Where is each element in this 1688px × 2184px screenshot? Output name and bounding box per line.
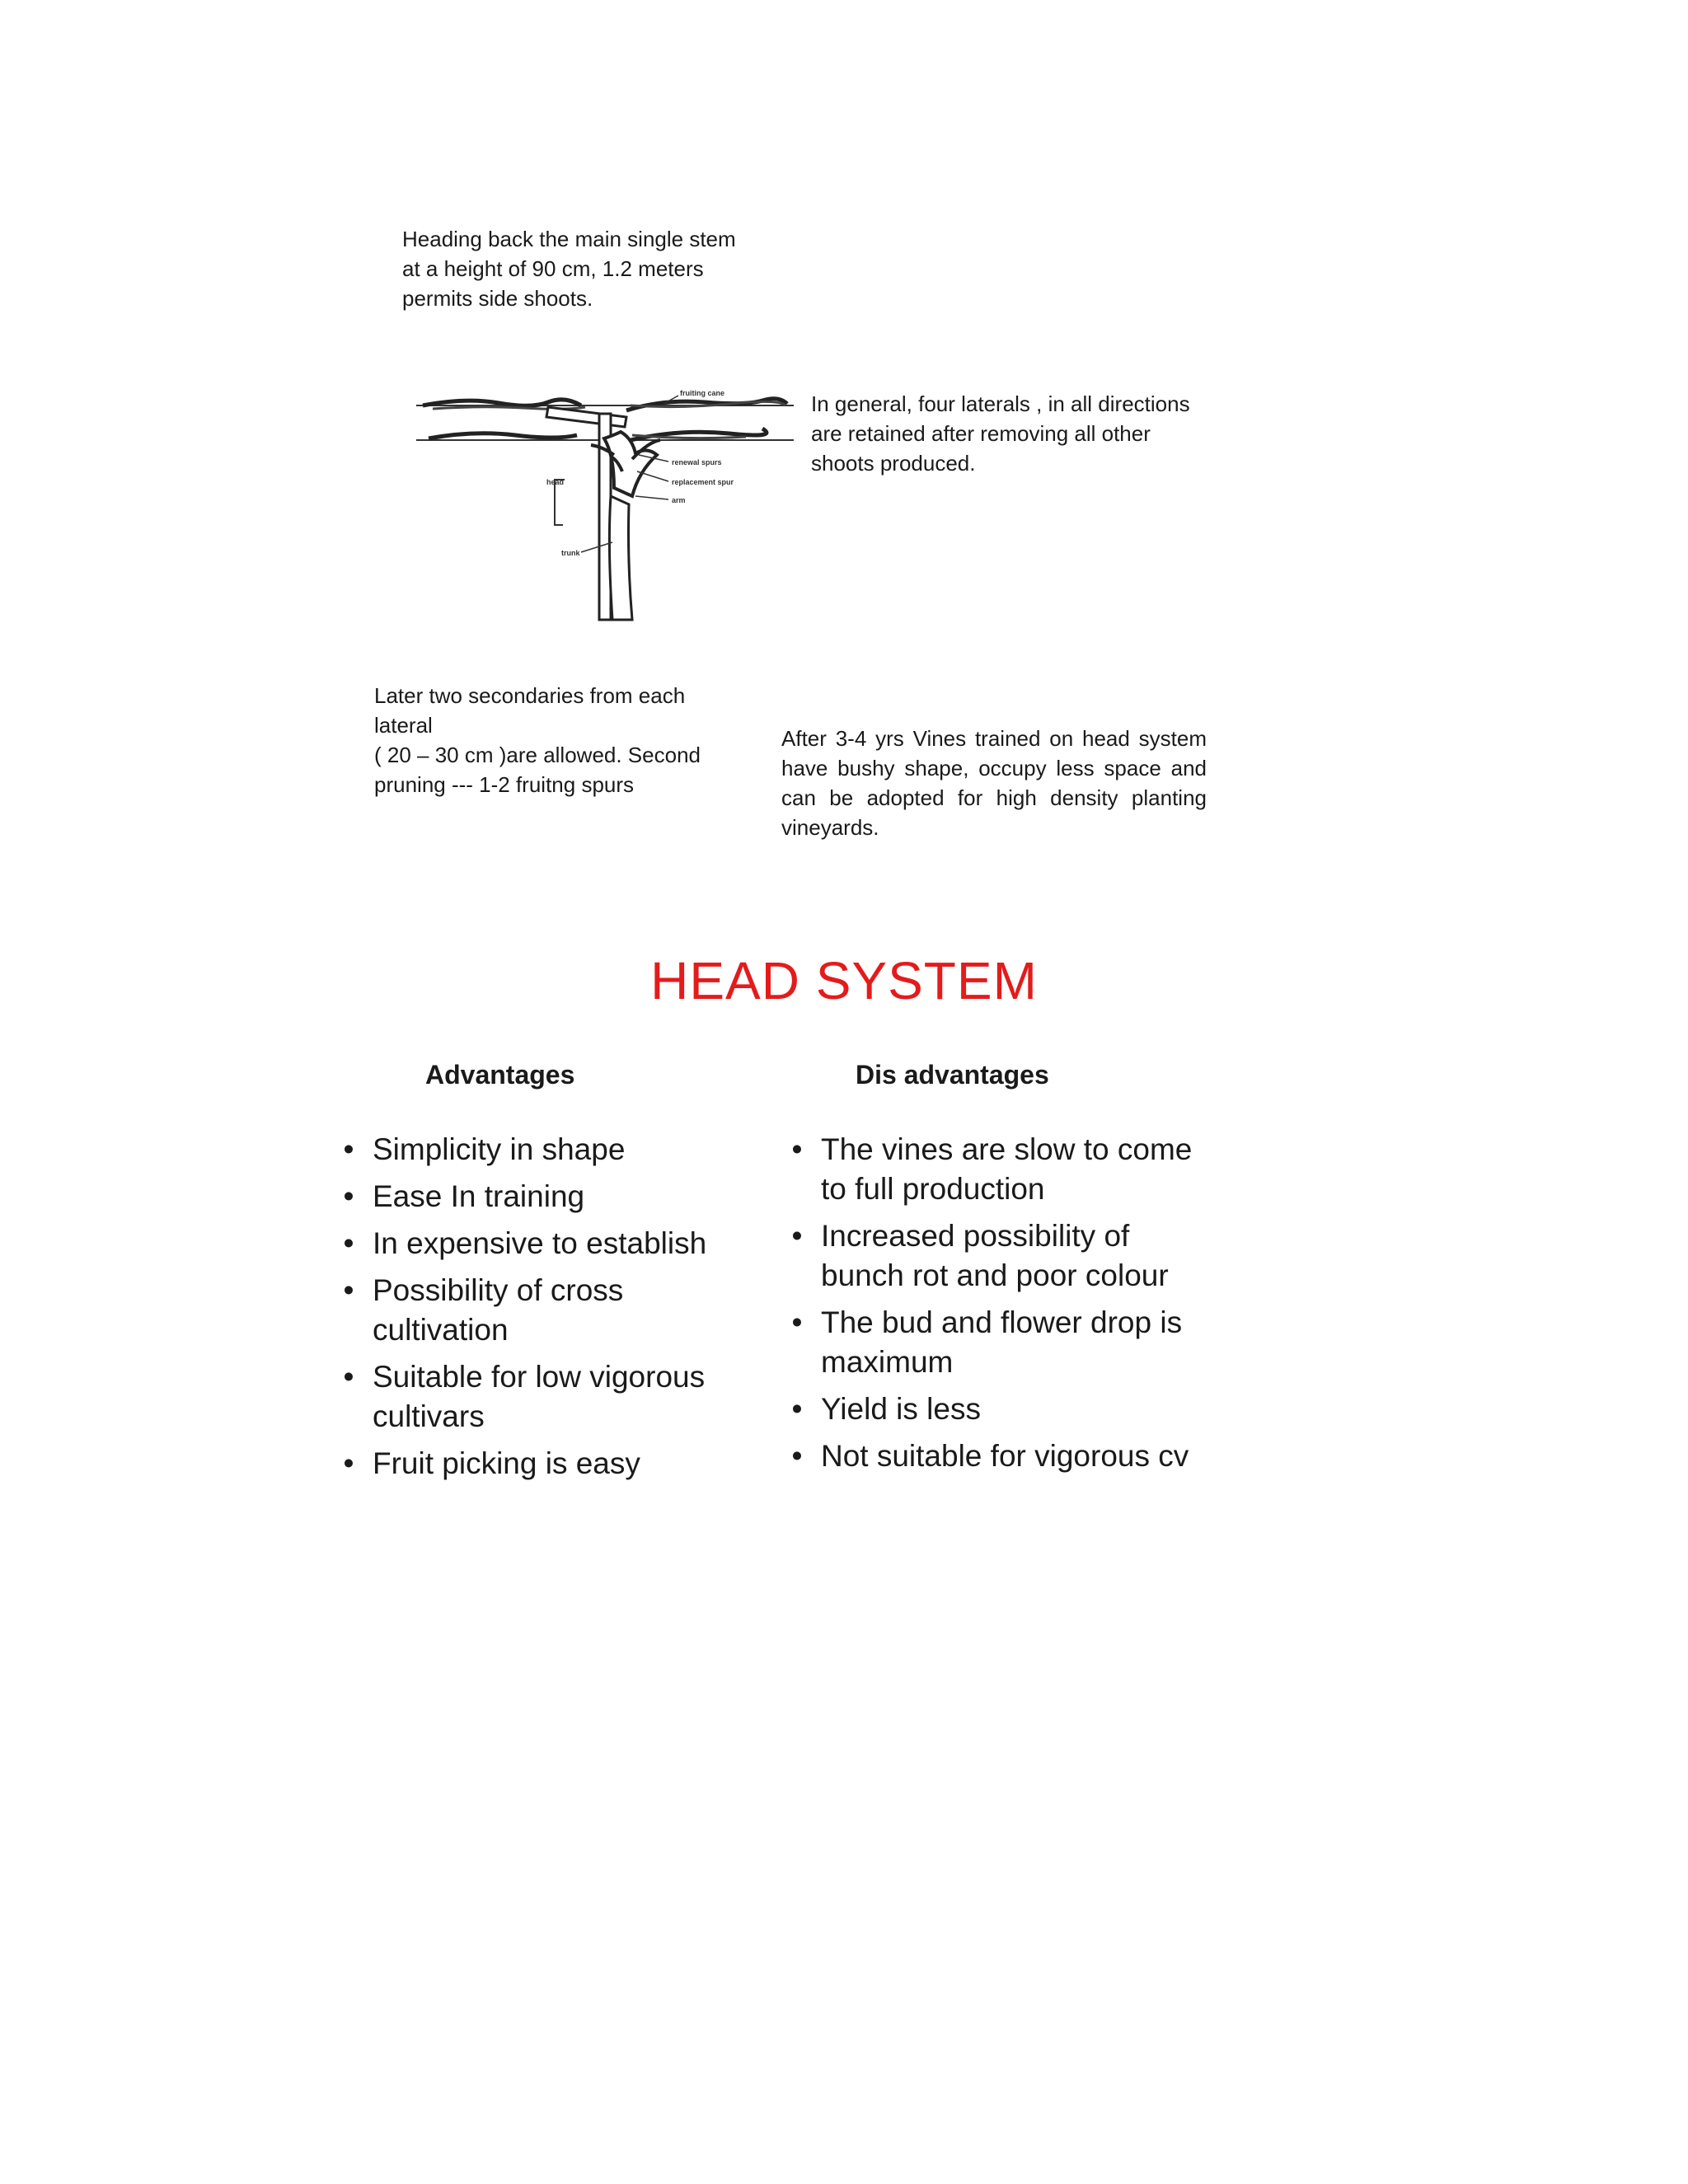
- caption-after-years: After 3-4 yrs Vines trained on head system have bushy shape, occupy less space and can be adopted for high density planting vineyards.: [781, 726, 1207, 840]
- list-item-text: Suitable for low vigorous cultivars: [373, 1360, 706, 1433]
- label-renewal-spurs: renewal spurs: [672, 458, 722, 466]
- list-item: [336, 1271, 765, 1350]
- bullet-icon: •: [791, 1439, 803, 1473]
- list-item: [336, 1177, 765, 1216]
- bullet-icon: •: [343, 1273, 354, 1307]
- label-arm: arm: [672, 496, 686, 504]
- bullet-icon: •: [791, 1392, 803, 1426]
- bullet-icon: •: [791, 1219, 803, 1253]
- list-item-text: In expensive to establish: [373, 1226, 707, 1260]
- label-fruiting-cane: fruiting cane: [680, 389, 725, 397]
- cane-left-lower: [429, 434, 577, 438]
- caption-heading-back: Heading back the main single stem at a height of 90 cm, 1.2 meters permits side shoots.: [402, 227, 736, 311]
- bullet-icon: •: [343, 1132, 354, 1166]
- bullet-icon: •: [791, 1305, 803, 1339]
- list-item: [785, 1390, 1230, 1429]
- list-item-text: Fruit picking is easy: [373, 1446, 640, 1480]
- list-item-text: Not suitable for vigorous cv: [821, 1439, 1189, 1473]
- bullet-icon: •: [343, 1360, 354, 1394]
- page-title: HEAD SYSTEM: [650, 951, 1038, 1010]
- advantages-heading: Advantages: [425, 1060, 575, 1090]
- bullet-icon: •: [343, 1226, 354, 1260]
- list-item-text: Increased possibility of bunch rot and poor colour: [821, 1219, 1169, 1292]
- list-item-text: Possibility of cross cultivation: [373, 1273, 624, 1347]
- bullet-icon: •: [343, 1446, 354, 1480]
- cane-right-lower-2: [632, 435, 746, 438]
- bullet-icon: •: [343, 1179, 354, 1213]
- list-item: [785, 1303, 1230, 1382]
- bullet-icon: •: [791, 1132, 803, 1166]
- disadvantages-list: [785, 1130, 1230, 1483]
- list-item: [785, 1216, 1230, 1296]
- list-item-text: The vines are slow to come to full production: [821, 1132, 1193, 1206]
- label-replacement-spur: replacement spur: [672, 478, 734, 486]
- head-arms: [604, 432, 657, 496]
- list-item-text: Yield is less: [821, 1392, 981, 1426]
- list-item: [336, 1224, 765, 1263]
- label-trunk: trunk: [561, 549, 580, 557]
- list-item: [785, 1130, 1230, 1209]
- list-item: [336, 1357, 765, 1436]
- list-item-text: The bud and flower drop is maximum: [821, 1305, 1183, 1379]
- list-item: [336, 1444, 765, 1483]
- advantages-list: [336, 1130, 765, 1491]
- vine-head-system-diagram: [416, 381, 804, 628]
- disadvantages-heading: Dis advantages: [856, 1060, 1049, 1090]
- list-item: [785, 1436, 1230, 1476]
- caption-later-two-secondaries: Later two secondaries from each lateral ( 20 – 30 cm )are allowed. Second pruning --- 1-2 fruitng spurs: [374, 683, 701, 797]
- cross-arm: [546, 407, 626, 427]
- head-bracket: [555, 480, 565, 525]
- caption-four-laterals: In general, four laterals , in all directions are retained after removing all other shoots produced.: [811, 391, 1190, 476]
- list-item-text: Ease In training: [373, 1179, 585, 1213]
- label-head: head: [546, 478, 565, 486]
- list-item-text: Simplicity in shape: [373, 1132, 626, 1166]
- list-item: [336, 1130, 765, 1169]
- trunk: [609, 496, 632, 620]
